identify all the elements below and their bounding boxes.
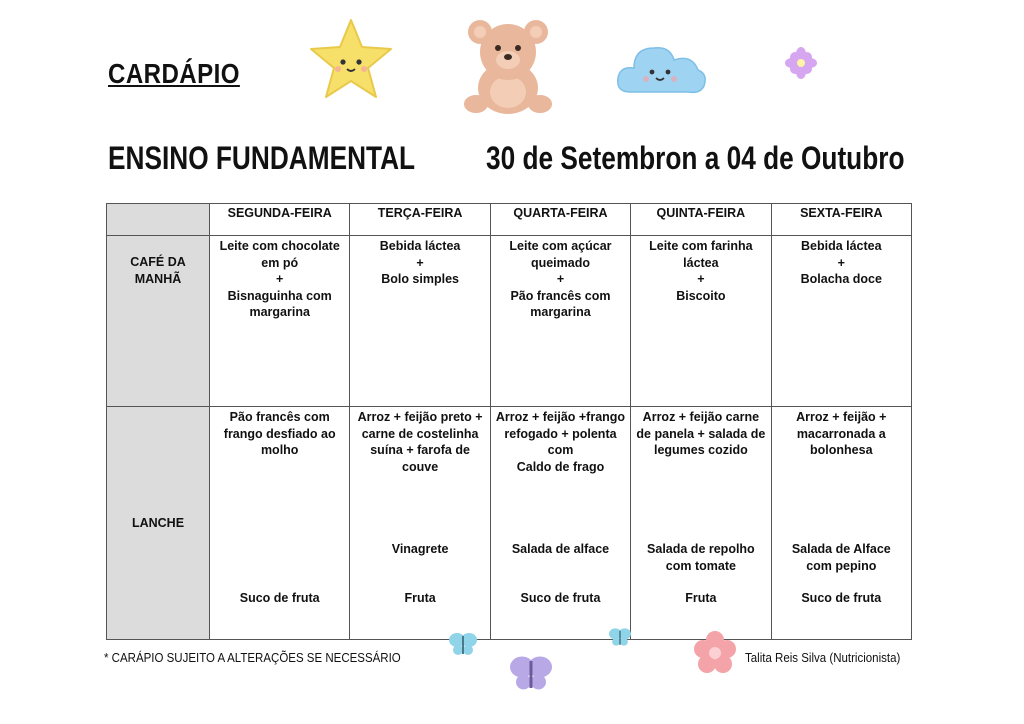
salad-line: Salada de Alface [791, 542, 891, 556]
school-level-heading: ENSINO FUNDAMENTAL [108, 140, 416, 176]
salad-line: Salada de repolho [647, 542, 755, 556]
menu-line: + [697, 272, 705, 286]
breakfast-row [107, 236, 912, 407]
menu-line: Bisnaguinha com [227, 288, 332, 303]
menu-line: Arroz + feijão preto + [357, 410, 483, 424]
breakfast-label-line: MANHÃ [134, 271, 182, 286]
breakfast-tuesday [350, 236, 490, 407]
butterfly-icon [448, 630, 478, 658]
menu-line: molho [260, 443, 299, 457]
drink-line: Fruta [404, 591, 436, 605]
star-icon [308, 16, 394, 102]
drink-line: Suco de fruta [520, 591, 601, 605]
menu-line: suína + farofa de [370, 443, 470, 457]
menu-line: + [276, 272, 284, 286]
menu-line: Pão francês com [229, 410, 330, 424]
menu-line: bolonhesa [810, 443, 873, 457]
menu-line: macarronada a [796, 426, 886, 441]
day-monday: SEGUNDA-FEIRA [210, 204, 350, 236]
lunch-wednesday [490, 407, 630, 640]
menu-line: Arroz + feijão + [796, 410, 887, 424]
butterfly-icon [608, 626, 632, 648]
breakfast-label-line: CAFÉ DA [130, 255, 186, 269]
date-range-heading: 30 de Setembron a 04 de Outubro [486, 140, 905, 176]
menu-line: + [837, 255, 845, 270]
menu-line: Leite com chocolate [219, 239, 340, 253]
drink-line: Fruta [685, 591, 717, 605]
menu-line: couve [402, 459, 439, 474]
menu-line: + [416, 255, 424, 270]
breakfast-thursday [631, 236, 771, 407]
teddy-bear-icon [460, 14, 556, 116]
menu-line: Leite com açúcar [509, 239, 612, 253]
breakfast-wednesday [490, 236, 630, 407]
menu-line: queimado [530, 255, 590, 270]
lunch-friday [771, 407, 911, 640]
day-tuesday: TERÇA-FEIRA [350, 204, 490, 236]
breakfast-label [107, 236, 210, 407]
menu-line: frango desfiado ao [223, 426, 336, 441]
day-thursday: QUINTA-FEIRA [631, 204, 771, 236]
salad-line: Vinagrete [391, 542, 449, 556]
salad-line: com pepino [806, 558, 877, 573]
menu-line: Bebida láctea [379, 239, 461, 253]
menu-line: Caldo de frago [516, 459, 605, 474]
menu-line: Arroz + feijão carne [642, 410, 760, 424]
menu-line: margarina [249, 305, 310, 319]
menu-line: refogado + polenta com [504, 426, 617, 457]
corner-cell [107, 204, 210, 236]
drink-line: Suco de fruta [239, 591, 320, 605]
menu-table [106, 203, 912, 640]
nutritionist-signature: Talita Reis Silva (Nutricionista) [745, 651, 901, 665]
menu-line: Arroz + feijão +frango [495, 410, 626, 424]
menu-line: Bebida láctea [800, 239, 882, 253]
lunch-label: LANCHE [107, 407, 210, 640]
day-wednesday: QUARTA-FEIRA [490, 204, 630, 236]
flower-icon [784, 46, 818, 80]
lunch-row [107, 407, 912, 640]
menu-line: Pão francês com [510, 288, 611, 303]
menu-line: Leite com farinha [649, 239, 753, 253]
salad-line: com tomate [665, 558, 736, 573]
menu-line: em pó [261, 255, 299, 270]
menu-line: legumes cozido [653, 443, 748, 457]
lunch-tuesday [350, 407, 490, 640]
menu-line: carne de costelinha [361, 426, 479, 441]
breakfast-friday [771, 236, 911, 407]
breakfast-monday [210, 236, 350, 407]
drink-line: Suco de fruta [801, 591, 882, 605]
page-title: CARDÁPIO [108, 58, 240, 89]
disclaimer-note: * CARÁPIO SUJEITO A ALTERAÇÕES SE NECESSÁRIO [104, 651, 401, 665]
cloud-icon [612, 34, 708, 102]
menu-line: margarina [530, 305, 591, 319]
menu-line: de panela + salada de [636, 426, 766, 441]
menu-line: + [556, 272, 565, 286]
menu-line: láctea [683, 255, 719, 270]
menu-line: Bolo simples [381, 272, 459, 286]
menu-line: Biscoito [676, 288, 726, 303]
pink-flower-icon [692, 630, 738, 676]
menu-line: Bolacha doce [800, 272, 882, 286]
butterfly-icon [508, 652, 554, 694]
lunch-thursday [631, 407, 771, 640]
salad-line: Salada de alface [511, 542, 610, 556]
days-header-row [107, 204, 912, 236]
lunch-monday [210, 407, 350, 640]
day-friday: SEXTA-FEIRA [771, 204, 911, 236]
